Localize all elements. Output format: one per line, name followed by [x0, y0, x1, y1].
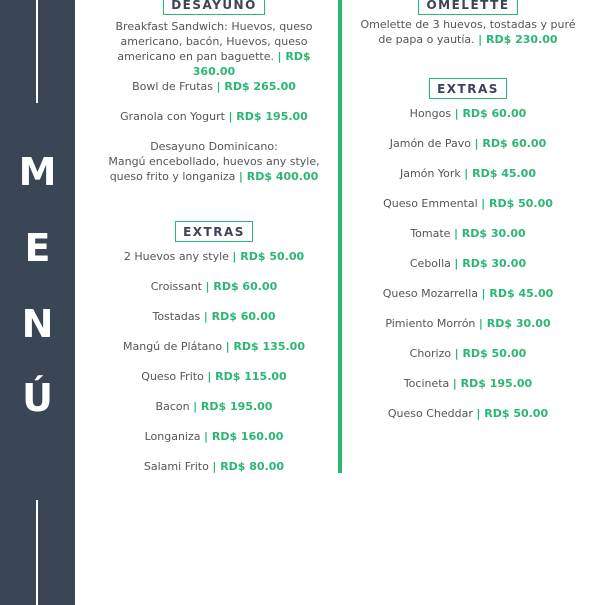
sidebar-bottom-line [36, 500, 38, 605]
extra-item: Queso Emmental | RD$ 50.00 [383, 197, 553, 210]
item-price: | RD$ 265.00 [216, 80, 296, 93]
extra-item: Pimiento Morrón | RD$ 30.00 [385, 317, 551, 330]
extra-item: 2 Huevos any style | RD$ 50.00 [123, 250, 305, 263]
extra-item: Hongos | RD$ 60.00 [409, 107, 527, 120]
extra-item: Bacon | RD$ 195.00 [155, 400, 273, 413]
extra-item: Queso Mozarrella | RD$ 45.00 [382, 287, 554, 300]
extra-item: Chorizo | RD$ 50.00 [409, 347, 527, 360]
desayuno-section-title: DESAYUNO [163, 0, 265, 15]
extra-item: Mangú de Plátano | RD$ 135.00 [123, 340, 305, 353]
menu-item-granola: Granola con Yogurt | RD$ 195.00 [120, 110, 308, 123]
left-extras-title: EXTRAS [175, 221, 253, 242]
menu-letter-n: N [21, 302, 54, 346]
right-extras-title: EXTRAS [429, 78, 507, 99]
omelette-section-title: OMELETTE [418, 0, 517, 15]
extra-item: Cebolla | RD$ 30.00 [409, 257, 527, 270]
extra-item: Queso Frito | RD$ 115.00 [141, 370, 287, 383]
item-price: | RD$ 360.00 [192, 50, 311, 78]
extra-item: Croissant | RD$ 60.00 [150, 280, 278, 293]
extra-item: Jamón de Pavo | RD$ 60.00 [389, 137, 547, 150]
extra-item: Salami Frito | RD$ 80.00 [143, 460, 285, 473]
sidebar-top-line [36, 0, 38, 103]
menu-item-bowl-de-frutas: Bowl de Frutas | RD$ 265.00 [132, 80, 296, 93]
extra-item: Longaniza | RD$ 160.00 [144, 430, 284, 443]
item-price: | RD$ 195.00 [228, 110, 308, 123]
menu-letter-e: E [24, 226, 51, 270]
menu-letter-u: Ú [22, 376, 53, 420]
menu-item-omelette: Omelette de 3 huevos, tostadas y puré de papa o yautía. | RD$ 230.00 [360, 18, 576, 46]
desayuno-column [96, 0, 332, 605]
menu-item-breakfast-sandwich: Breakfast Sandwich: Huevos, queso americano, bacón, Huevos, queso americano en pan baguette. | RD$ 360.00 [115, 20, 313, 78]
extra-item: Tostadas | RD$ 60.00 [152, 310, 276, 323]
menu-item-desayuno-dominicano: Desayuno Dominicano: Mangú encebollado, huevos any style, queso frito y longaniza | RD$ 400.00 [108, 140, 320, 183]
extra-item: Queso Cheddar | RD$ 50.00 [387, 407, 549, 420]
item-price: | RD$ 230.00 [478, 33, 558, 46]
column-divider [338, 0, 342, 473]
menu-letter-m: M [18, 150, 57, 194]
extra-item: Jamón York | RD$ 45.00 [399, 167, 536, 180]
extra-item: Tomate | RD$ 30.00 [410, 227, 526, 240]
sidebar [0, 0, 75, 605]
omelette-column [352, 0, 584, 605]
item-price: | RD$ 400.00 [238, 170, 319, 183]
extra-item: Tocineta | RD$ 195.00 [403, 377, 533, 390]
